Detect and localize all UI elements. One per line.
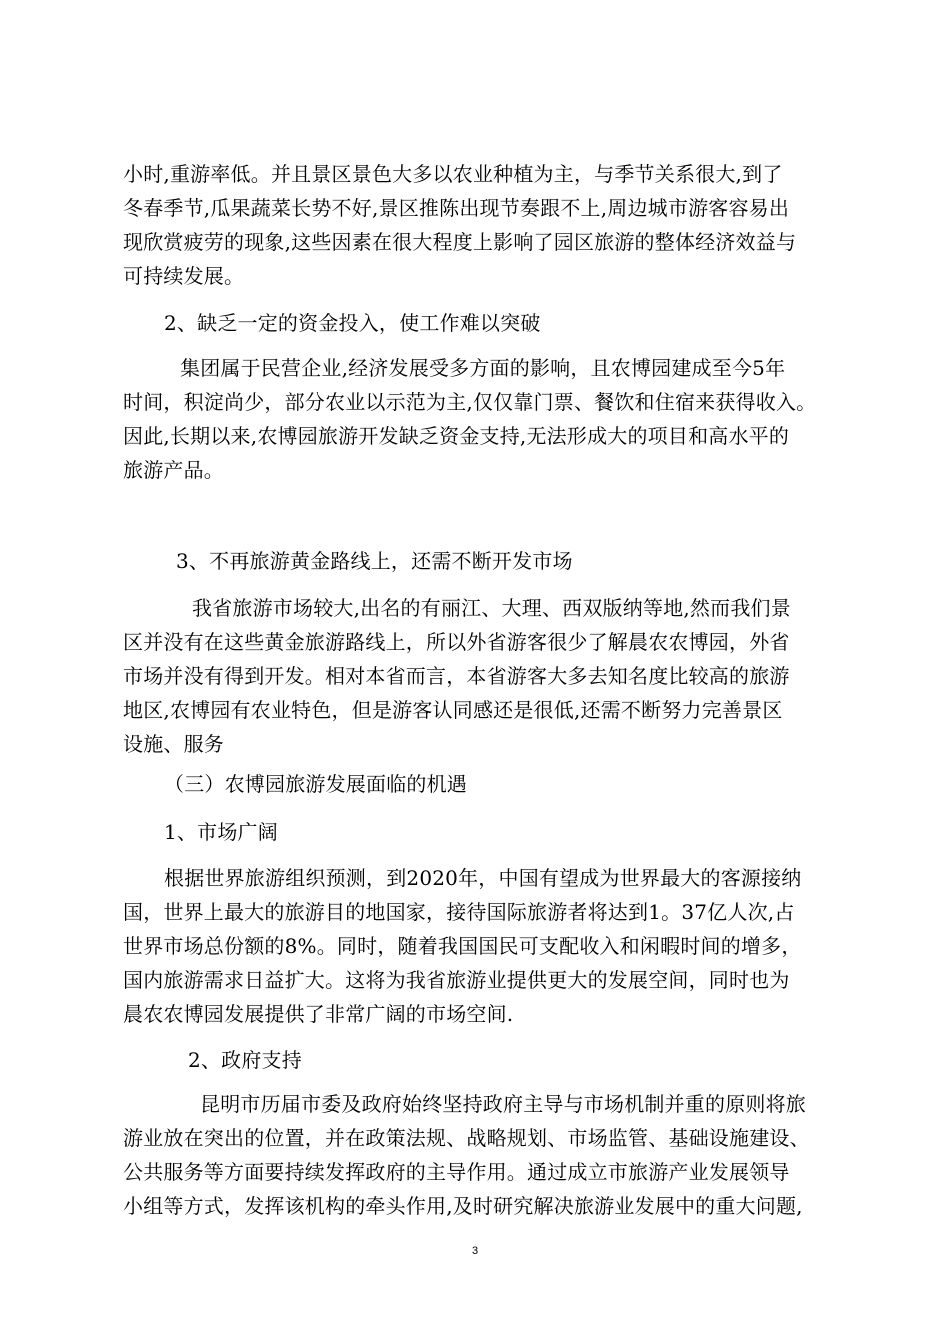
text-line: 旅游产品。 <box>123 458 224 482</box>
text-line: 世界市场总份额的8%。同时，随着我国国民可支配收入和闲暇时间的增多， <box>123 934 802 958</box>
text-line: 昆明市历届市委及政府始终坚持政府主导与市场机制并重的原则将旅 <box>200 1092 806 1116</box>
text-line: 现欣赏疲劳的现象,这些因素在很大程度上影响了园区旅游的整体经济效益与 <box>123 230 797 254</box>
text-line: 市场并没有得到开发。相对本省而言，本省游客大多去知名度比较高的旅游 <box>123 664 790 688</box>
chapter-heading: （三）农博园旅游发展面临的机遇 <box>164 772 467 796</box>
text-line: 小时,重游率低。并且景区景色大多以农业种植为主，与季节关系很大,到了 <box>123 162 783 186</box>
section-heading: 2、缺乏一定的资金投入，使工作难以突破 <box>164 311 541 335</box>
section-heading: 2、政府支持 <box>188 1048 302 1072</box>
text-line: 冬春季节,瓜果蔬菜长势不好,景区推陈出现节奏跟不上,周边城市游客容易出 <box>123 196 790 220</box>
text-line: 公共服务等方面要持续发挥政府的主导作用。通过成立市旅游产业发展领导 <box>123 1160 790 1184</box>
text-line: 因此,长期以来,农博园旅游开发缺乏资金支持,无法形成大的项目和高水平的 <box>123 424 790 448</box>
section-heading: 3、不再旅游黄金路线上，还需不断开发市场 <box>176 549 573 573</box>
text-line: 集团属于民营企业,经济发展受多方面的影响，且农博园建成至今5年 <box>180 356 786 380</box>
text-line: 国内旅游需求日益扩大。这将为我省旅游业提供更大的发展空间，同时也为 <box>123 968 790 992</box>
text-line: 晨农农博园发展提供了非常广阔的市场空间. <box>123 1002 514 1026</box>
text-line: 国，世界上最大的旅游目的地国家，接待国际旅游者将达到1。37亿人次,占 <box>123 900 795 924</box>
text-line: 设施、服务 <box>123 732 224 756</box>
text-line: 根据世界旅游组织预测，到2020年，中国有望成为世界最大的客源接纳 <box>164 866 802 890</box>
text-line: 地区,农博园有农业特色，但是游客认同感还是很低,还需不断努力完善景区 <box>123 698 783 722</box>
text-line: 游业放在突出的位置，并在政策法规、战略规划、市场监管、基础设施建设、 <box>123 1126 810 1150</box>
page-number: 3 <box>471 1245 479 1257</box>
section-heading: 1、市场广阔 <box>164 820 278 844</box>
text-line: 可持续发展。 <box>123 264 245 288</box>
text-line: 我省旅游市场较大,出名的有丽江、大理、西双版纳等地,然而我们景 <box>192 596 791 620</box>
text-line: 小组等方式，发挥该机构的牵头作用,及时研究解决旅游业发展中的重大问题, <box>123 1194 803 1218</box>
text-line: 时间，积淀尚少，部分农业以示范为主,仅仅靠门票、餐饮和住宿来获得收入。 <box>123 390 817 414</box>
text-line: 区并没有在这些黄金旅游路线上，所以外省游客很少了解晨农农博园，外省 <box>123 630 790 654</box>
